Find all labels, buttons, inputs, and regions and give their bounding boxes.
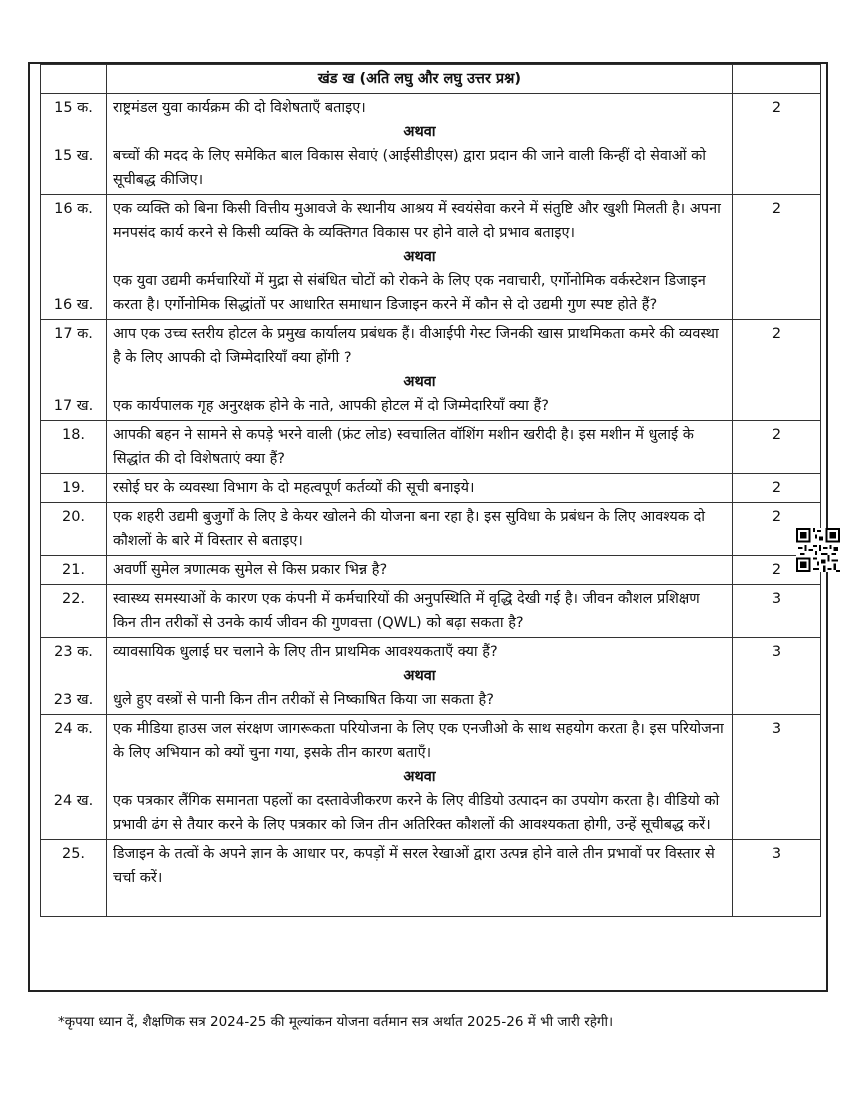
question-text: व्यावसायिक धुलाई घर चलाने के लिए तीन प्राथमिक आवश्यकताएँ क्या हैं?: [113, 644, 498, 660]
question-number: 19.: [41, 474, 107, 503]
marks: 2: [733, 94, 821, 195]
question-row-25: [41, 840, 821, 917]
question-text: राष्ट्रमंडल युवा कार्यक्रम की दो विशेषताएँ बताइए।: [113, 100, 366, 116]
question-text: एक युवा उद्यमी कर्मचारियों में मुद्रा से संबंधित चोटों को रोकने के लिए एक नवाचारी, एर्गोनोमिक वर्कस्टेशन डिजाइन करता है। एर्गोनोमिक सिद्धांतों पर आधारित समाधान डिजाइन करने में कौन से दो उद्यमी गुण स्पष्ट होते हैं?: [113, 273, 706, 313]
section-header-row: [41, 65, 821, 94]
question-row-20: [41, 503, 821, 556]
marks: 3: [733, 715, 821, 840]
question-number: 24 ख.: [53, 793, 94, 809]
question-text: एक व्यक्ति को बिना किसी वित्तीय मुआवजे के स्थानीय आश्रय में स्वयंसेवा करने में संतुष्टि और खुशी मिलती है। अपना मनपसंद कार्य करने से किसी व्यक्ति के व्यक्तिगत विकास पर होने वाले दो प्रभाव बताइए।: [113, 201, 721, 241]
question-number: 17 क.: [54, 326, 93, 342]
question-text: आप एक उच्च स्तरीय होटल के प्रमुख कार्यालय प्रबंधक हैं। वीआईपी गेस्ट जिनकी खास प्राथमिकता कमरे की व्यवस्था है के लिए आपकी दो जिम्मेदारियाँ क्या होंगी ?: [113, 326, 719, 366]
marks: 2: [733, 503, 821, 556]
question-row-21: [41, 556, 821, 585]
qr-code-icon: [796, 528, 840, 572]
footer-note: *कृपया ध्यान दें, शैक्षणिक सत्र 2024-25 की मूल्यांकन योजना वर्तमान सत्र अर्थात 2025-26 में भी जारी रहेगी।: [58, 1014, 614, 1030]
section-heading: खंड ख (अति लघु और लघु उत्तर प्रश्न): [107, 65, 733, 94]
marks: 3: [733, 585, 821, 638]
or-label: अथवा: [403, 249, 436, 265]
or-label: अथवा: [403, 769, 436, 785]
marks: 2: [733, 556, 821, 585]
question-number: 22.: [41, 585, 107, 638]
marks: 2: [733, 320, 821, 421]
question-number: 20.: [41, 503, 107, 556]
marks: 2: [733, 195, 821, 320]
question-text: रसोई घर के व्यवस्था विभाग के दो महत्वपूर्ण कर्तव्यों की सूची बनाइये।: [107, 474, 733, 503]
question-row-17: [41, 320, 821, 421]
question-table: [40, 64, 821, 917]
question-number: 23 ख.: [53, 692, 94, 708]
or-label: अथवा: [403, 124, 436, 140]
question-text: डिजाइन के तत्वों के अपने ज्ञान के आधार पर, कपड़ों में सरल रेखाओं द्वारा उत्पन्न होने वाले तीन प्रभावों पर विस्तार से चर्चा करें।: [113, 846, 715, 886]
question-text: अवर्णी सुमेल त्रणात्मक सुमेल से किस प्रकार भिन्न है?: [107, 556, 733, 585]
question-number: 24 क.: [54, 721, 93, 737]
question-row-22: [41, 585, 821, 638]
marks: 3: [733, 638, 821, 715]
question-text: एक शहरी उद्यमी बुजुर्गों के लिए डे केयर खोलने की योजना बना रहा है। इस सुविधा के प्रबंधन के लिए आवश्यक दो कौशलों के बारे में विस्तार से बताइए।: [107, 503, 733, 556]
question-number: 16 क.: [54, 201, 93, 217]
question-number: 21.: [41, 556, 107, 585]
question-number: 15 क.: [54, 100, 93, 116]
marks: 2: [733, 474, 821, 503]
question-number: 17 ख.: [53, 398, 94, 414]
question-row-15: [41, 94, 821, 195]
question-text: एक मीडिया हाउस जल संरक्षण जागरूकता परियोजना के लिए एक एनजीओ के साथ सहयोग करता है। इस परियोजना के लिए अभियान को क्यों चुना गया, इसके तीन कारण बताएँ।: [113, 721, 724, 761]
question-number: 15 ख.: [53, 148, 94, 164]
question-number: 25.: [41, 840, 107, 917]
marks: 2: [733, 421, 821, 474]
question-text: धुले हुए वस्त्रों से पानी किन तीन तरीकों से निष्काषित किया जा सकता है?: [113, 692, 494, 708]
question-number: 16 ख.: [53, 297, 94, 313]
or-label: अथवा: [403, 374, 436, 390]
question-row-16: [41, 195, 821, 320]
or-label: अथवा: [403, 668, 436, 684]
question-number: 23 क.: [54, 644, 93, 660]
marks: 3: [733, 840, 821, 917]
question-text: एक कार्यपालक गृह अनुरक्षक होने के नाते, आपकी होटल में दो जिम्मेदारियाँ क्या हैं?: [113, 398, 549, 414]
question-row-19: [41, 474, 821, 503]
question-text: बच्चों की मदद के लिए समेकित बाल विकास सेवाएं (आईसीडीएस) द्वारा प्रदान की जाने वाली किन्हीं दो सेवाओं को सूचीबद्ध कीजिए।: [113, 148, 707, 188]
question-number: 18.: [41, 421, 107, 474]
question-row-24: [41, 715, 821, 840]
question-text: स्वास्थ्य समस्याओं के कारण एक कंपनी में कर्मचारियों की अनुपस्थिति में वृद्धि देखी गई है। जीवन कौशल प्रशिक्षण किन तीन तरीकों से उनके कार्य जीवन की गुणवत्ता (QWL) को बढ़ा सकता है?: [107, 585, 733, 638]
question-text: आपकी बहन ने सामने से कपड़े भरने वाली (फ्रंट लोड) स्वचालित वॉशिंग मशीन खरीदी है। इस मशीन में धुलाई के सिद्धांत की दो विशेषताएं क्या हैं?: [107, 421, 733, 474]
question-text: एक पत्रकार लैंगिक समानता पहलों का दस्तावेजीकरण करने के लिए वीडियो उत्पादन का उपयोग करता है। वीडियो को प्रभावी ढंग से तैयार करने के लिए पत्रकार को जिन तीन अतिरिक्त कौशलों की आवश्यकता होगी, उन्हें सूचीबद्ध करें।: [113, 793, 720, 833]
question-row-18: [41, 421, 821, 474]
question-row-23: [41, 638, 821, 715]
